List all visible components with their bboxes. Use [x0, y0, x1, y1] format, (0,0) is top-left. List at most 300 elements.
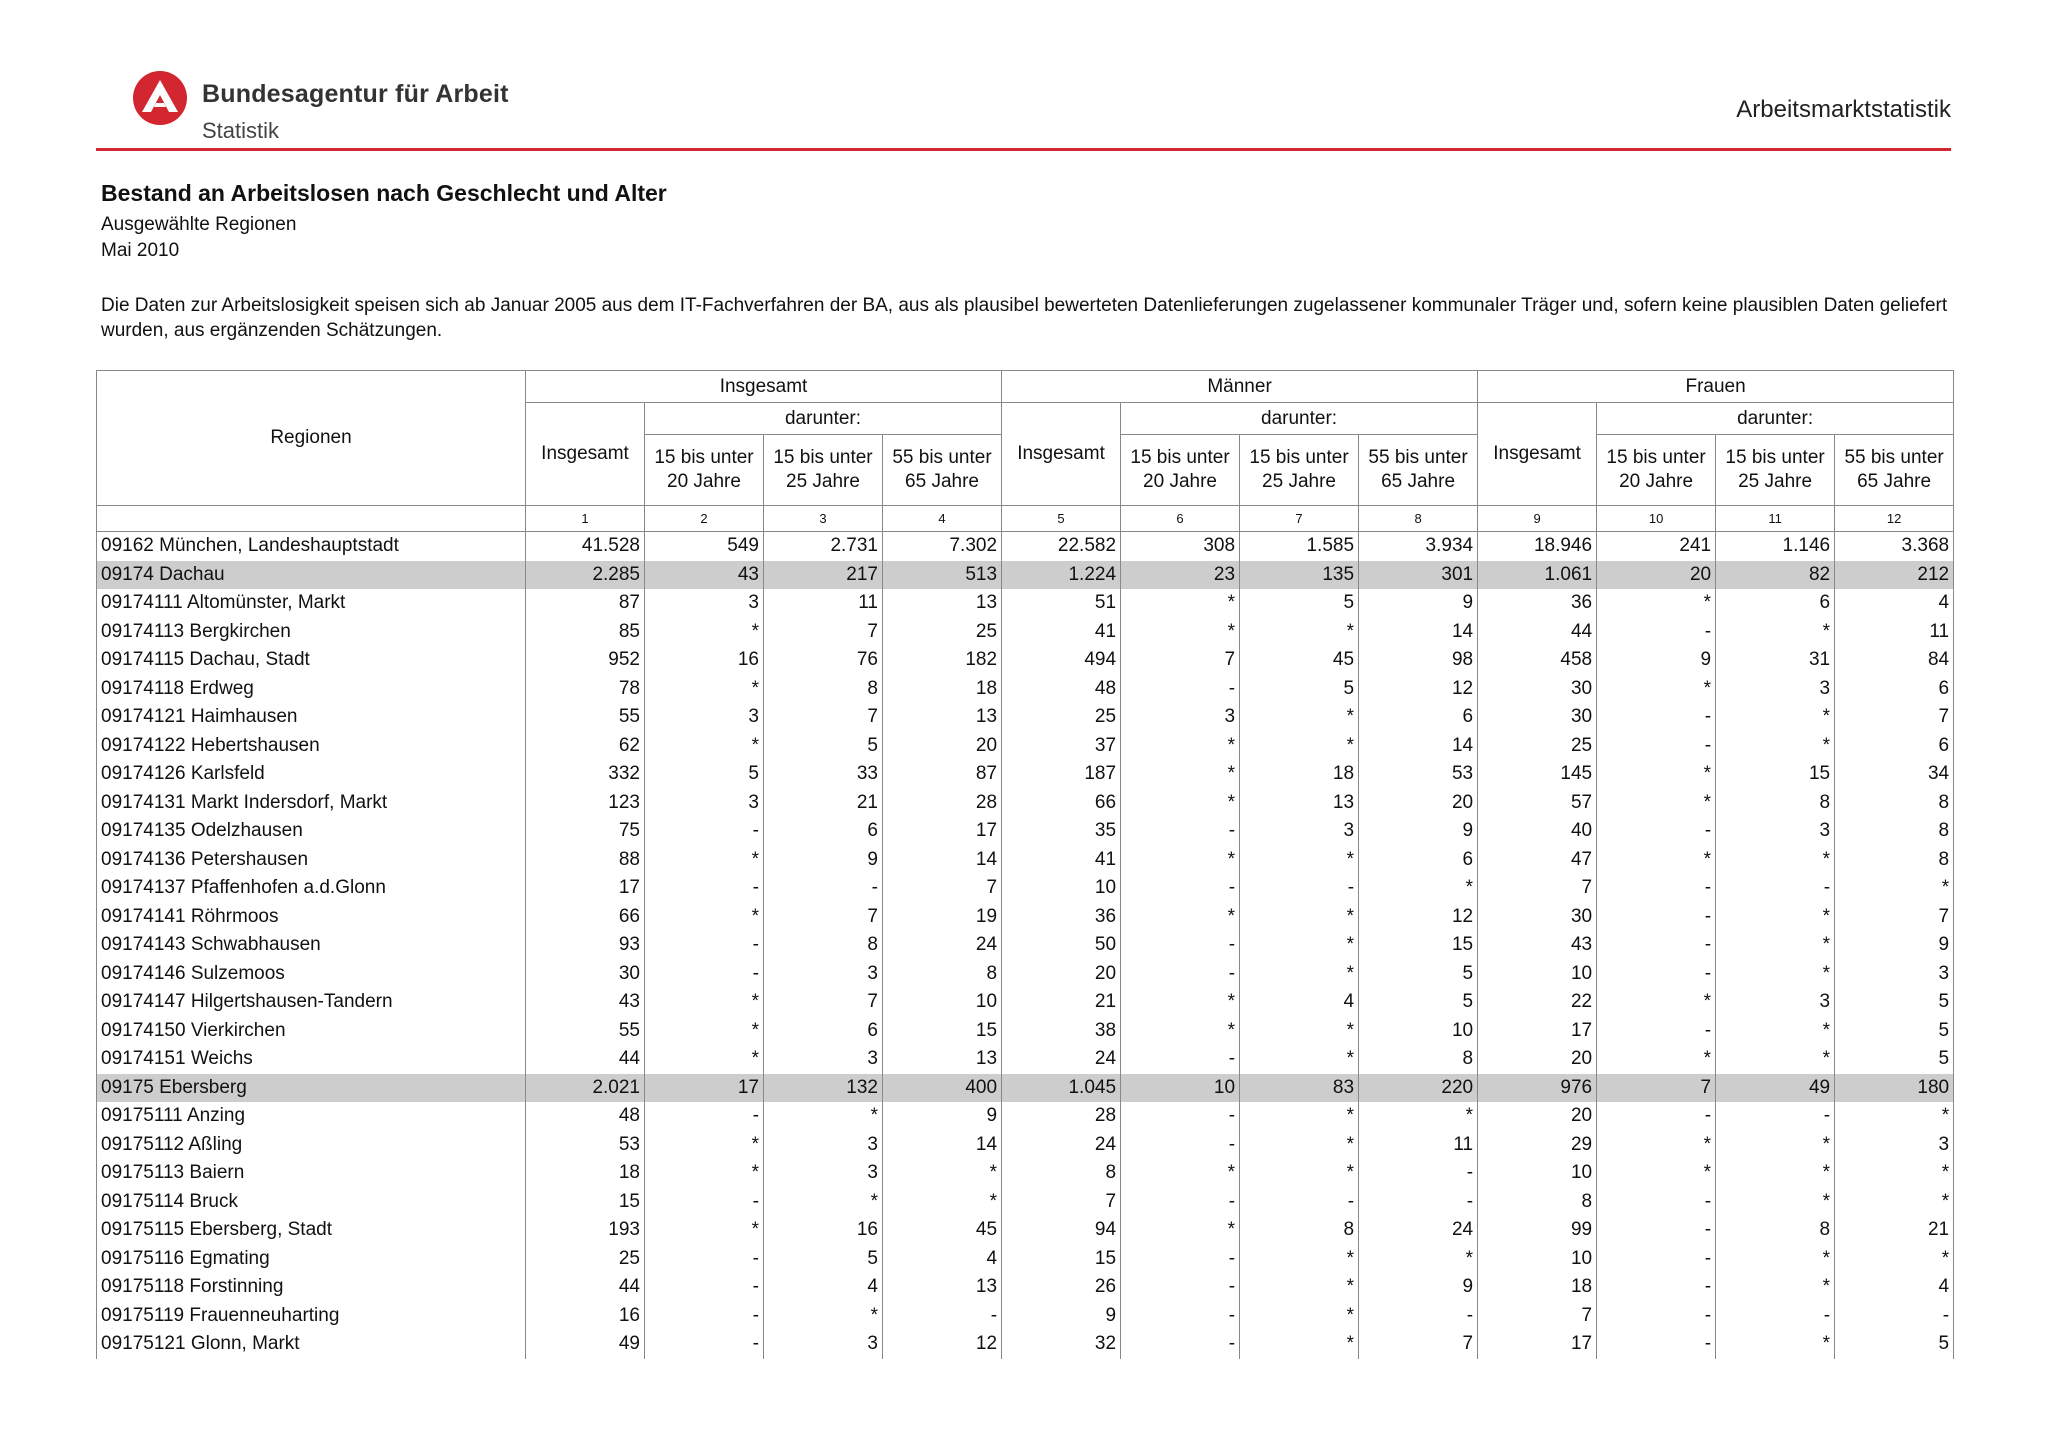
table-cell: * [1240, 903, 1359, 932]
table-cell: 3 [645, 703, 764, 732]
header-age-col [1121, 435, 1240, 506]
table-cell: - [1716, 1302, 1835, 1331]
header-age-line2: 25 Jahre [1262, 471, 1336, 492]
table-cell: 15 [1359, 931, 1478, 960]
table-cell: 35 [1002, 817, 1121, 846]
header-age-line1: 15 bis unter [654, 447, 754, 468]
table-cell: - [1121, 1245, 1240, 1274]
table-cell: 1.585 [1240, 532, 1359, 561]
table-cell: 12 [1359, 903, 1478, 932]
region-name: 09175119 Frauenneuharting [97, 1302, 526, 1331]
header-age-col [1835, 435, 1954, 506]
region-name: 09174147 Hilgertshausen-Tandern [97, 988, 526, 1017]
table-cell: * [645, 1159, 764, 1188]
region-name: 09162 München, Landeshauptstadt [97, 532, 526, 561]
table-cell: * [1121, 1017, 1240, 1046]
column-number: 5 [1002, 506, 1121, 532]
table-row [97, 931, 1954, 960]
table-cell: 8 [1716, 789, 1835, 818]
table-cell: 10 [1478, 1245, 1597, 1274]
table-cell: 93 [526, 931, 645, 960]
table-cell: * [1597, 988, 1716, 1017]
table-cell: * [645, 1045, 764, 1074]
header-age-col [1240, 435, 1359, 506]
table-cell: * [1240, 732, 1359, 761]
table-cell: 217 [764, 561, 883, 590]
table-cell: 24 [1002, 1045, 1121, 1074]
table-cell: 3 [1121, 703, 1240, 732]
table-cell: 8 [764, 675, 883, 704]
table-cell: 17 [645, 1074, 764, 1103]
table-row [97, 675, 1954, 704]
table-cell: - [1597, 1188, 1716, 1217]
header-regions: Regionen [97, 371, 526, 506]
header-age-line2: 25 Jahre [786, 471, 860, 492]
table-cell: 25 [526, 1245, 645, 1274]
header-age-line1: 15 bis unter [1130, 447, 1230, 468]
table-cell: 28 [883, 789, 1002, 818]
table-cell: * [1597, 789, 1716, 818]
table-cell: 14 [1359, 618, 1478, 647]
region-name: 09175 Ebersberg [97, 1074, 526, 1103]
region-name: 09175115 Ebersberg, Stadt [97, 1216, 526, 1245]
table-cell: - [1597, 874, 1716, 903]
table-cell: 4 [1240, 988, 1359, 1017]
table-cell: 7 [764, 903, 883, 932]
table-cell: 25 [1478, 732, 1597, 761]
table-cell: 135 [1240, 561, 1359, 590]
table-cell: 9 [1359, 589, 1478, 618]
table-cell: 13 [883, 703, 1002, 732]
table-cell: * [1240, 1102, 1359, 1131]
table-cell: 36 [1478, 589, 1597, 618]
table-cell: 43 [1478, 931, 1597, 960]
table-cell: - [1597, 817, 1716, 846]
table-row [97, 789, 1954, 818]
header-age-line2: 20 Jahre [667, 471, 741, 492]
table-cell: 3 [1716, 817, 1835, 846]
table-cell: - [1359, 1302, 1478, 1331]
region-name: 09174141 Röhrmoos [97, 903, 526, 932]
header-age-line1: 15 bis unter [773, 447, 873, 468]
table-cell: 47 [1478, 846, 1597, 875]
table-cell: - [1121, 817, 1240, 846]
region-name: 09175113 Baiern [97, 1159, 526, 1188]
table-cell: 3 [645, 789, 764, 818]
table-cell: - [1121, 1102, 1240, 1131]
table-cell: 51 [1002, 589, 1121, 618]
region-name: 09175114 Bruck [97, 1188, 526, 1217]
table-cell: 7 [1835, 703, 1954, 732]
table-cell: * [1716, 1330, 1835, 1359]
table-row [97, 846, 1954, 875]
table-cell: 5 [1359, 988, 1478, 1017]
table-cell: - [1121, 931, 1240, 960]
table-cell: * [1597, 1045, 1716, 1074]
table-cell: * [1359, 1102, 1478, 1131]
header-age-col [1597, 435, 1716, 506]
table-cell: * [1716, 1045, 1835, 1074]
table-cell: 1.061 [1478, 561, 1597, 590]
column-number: 11 [1716, 506, 1835, 532]
table-cell: 8 [1835, 846, 1954, 875]
table-cell: - [1121, 874, 1240, 903]
table-cell: 3 [764, 1131, 883, 1160]
column-number: 9 [1478, 506, 1597, 532]
column-number: 4 [883, 506, 1002, 532]
table-cell: 1.045 [1002, 1074, 1121, 1103]
table-cell: 13 [883, 1273, 1002, 1302]
table-cell: - [1835, 1302, 1954, 1331]
table-cell: 55 [526, 703, 645, 732]
table-cell: * [645, 1131, 764, 1160]
table-cell: 7.302 [883, 532, 1002, 561]
table-cell: 3 [1835, 1131, 1954, 1160]
table-cell: 29 [1478, 1131, 1597, 1160]
table-cell: 22.582 [1002, 532, 1121, 561]
table-cell: 20 [1597, 561, 1716, 590]
table-cell: 21 [1835, 1216, 1954, 1245]
table-cell: 5 [764, 732, 883, 761]
table-cell: - [1121, 1131, 1240, 1160]
table-cell: * [645, 903, 764, 932]
table-row [97, 732, 1954, 761]
table-cell: * [1716, 903, 1835, 932]
column-number: 7 [1240, 506, 1359, 532]
table-cell: 10 [1002, 874, 1121, 903]
table-cell: 13 [883, 589, 1002, 618]
table-cell: 18.946 [1478, 532, 1597, 561]
report-date: Mai 2010 [101, 240, 180, 261]
table-cell: 132 [764, 1074, 883, 1103]
table-cell: * [1240, 1302, 1359, 1331]
header-age-line1: 55 bis unter [1844, 447, 1944, 468]
column-number: 10 [1597, 506, 1716, 532]
table-cell: 32 [1002, 1330, 1121, 1359]
table-cell: 182 [883, 646, 1002, 675]
table-cell: * [1359, 1245, 1478, 1274]
table-cell: * [1240, 618, 1359, 647]
table-cell: 17 [1478, 1017, 1597, 1046]
table-cell: 17 [526, 874, 645, 903]
table-cell: 30 [1478, 703, 1597, 732]
table-cell: * [1835, 874, 1954, 903]
table-cell: 3 [764, 1159, 883, 1188]
table-cell: * [1835, 1159, 1954, 1188]
table-cell: * [1121, 988, 1240, 1017]
table-cell: 7 [1121, 646, 1240, 675]
table-cell: 5 [1240, 589, 1359, 618]
region-name: 09175118 Forstinning [97, 1273, 526, 1302]
table-cell: 3 [645, 589, 764, 618]
table-cell: * [1240, 1159, 1359, 1188]
table-cell: - [1597, 1330, 1716, 1359]
table-cell: * [1240, 960, 1359, 989]
table-cell: 85 [526, 618, 645, 647]
header-group-women: Frauen [1478, 371, 1954, 403]
table-cell: 37 [1002, 732, 1121, 761]
table-cell: * [1716, 1017, 1835, 1046]
table-cell: - [1240, 874, 1359, 903]
table-cell: 87 [883, 760, 1002, 789]
table-cell: 38 [1002, 1017, 1121, 1046]
table-cell: 22 [1478, 988, 1597, 1017]
table-cell: - [1597, 1102, 1716, 1131]
table-row [97, 646, 1954, 675]
header-age-line2: 65 Jahre [1857, 471, 1932, 492]
table-cell: * [1716, 732, 1835, 761]
table-cell: 41 [1002, 618, 1121, 647]
table-cell: 20 [1478, 1045, 1597, 1074]
table-cell: 4 [883, 1245, 1002, 1274]
table-cell: - [1597, 1216, 1716, 1245]
table-cell: 332 [526, 760, 645, 789]
table-cell: 5 [1835, 988, 1954, 1017]
table-row [97, 1045, 1954, 1074]
table-cell: 7 [1597, 1074, 1716, 1103]
table-row [97, 1302, 1954, 1331]
table-cell: 20 [883, 732, 1002, 761]
table-cell: * [1597, 1131, 1716, 1160]
table-cell: * [1716, 618, 1835, 647]
table-cell: 48 [1002, 675, 1121, 704]
table-cell: 82 [1716, 561, 1835, 590]
region-name: 09174137 Pfaffenhofen a.d.Glonn [97, 874, 526, 903]
table-cell: * [764, 1302, 883, 1331]
table-row-group [97, 561, 1954, 590]
table-cell: * [883, 1188, 1002, 1217]
table-cell: 2.021 [526, 1074, 645, 1103]
table-cell: 1.146 [1716, 532, 1835, 561]
table-cell: 400 [883, 1074, 1002, 1103]
table-cell: 6 [1835, 732, 1954, 761]
table-cell: * [1240, 931, 1359, 960]
header-age-col [883, 435, 1002, 506]
table-cell: * [1240, 1245, 1359, 1274]
region-name: 09174122 Hebertshausen [97, 732, 526, 761]
table-cell: * [1121, 589, 1240, 618]
table-cell: * [1597, 846, 1716, 875]
table-cell: 78 [526, 675, 645, 704]
table-cell: * [1716, 703, 1835, 732]
table-cell: - [1121, 1045, 1240, 1074]
table-row-group [97, 1074, 1954, 1103]
region-name: 09175111 Anzing [97, 1102, 526, 1131]
table-cell: * [1716, 1131, 1835, 1160]
table-cell: 301 [1359, 561, 1478, 590]
table-cell: 9 [1002, 1302, 1121, 1331]
table-cell: 8 [1478, 1188, 1597, 1217]
table-cell: - [1121, 1330, 1240, 1359]
table-row [97, 1245, 1954, 1274]
table-cell: 8 [883, 960, 1002, 989]
table-row [97, 1330, 1954, 1359]
table-cell: - [645, 1273, 764, 1302]
table-row [97, 760, 1954, 789]
table-row [97, 903, 1954, 932]
table-cell: 145 [1478, 760, 1597, 789]
table-cell: 23 [1121, 561, 1240, 590]
table-cell: 193 [526, 1216, 645, 1245]
header-age-line1: 55 bis unter [1368, 447, 1468, 468]
table-cell: 123 [526, 789, 645, 818]
table-row [97, 1102, 1954, 1131]
column-number: 2 [645, 506, 764, 532]
table-cell: * [1240, 1273, 1359, 1302]
table-cell: 11 [1359, 1131, 1478, 1160]
table-row [97, 703, 1954, 732]
table-cell: * [645, 846, 764, 875]
region-name: 09174111 Altomünster, Markt [97, 589, 526, 618]
table-cell: 30 [526, 960, 645, 989]
table-cell: - [1716, 874, 1835, 903]
table-cell: 53 [1359, 760, 1478, 789]
table-cell: 6 [1359, 846, 1478, 875]
header-darunter: darunter: [1597, 403, 1954, 435]
table-cell: - [1597, 1245, 1716, 1274]
table-cell: 9 [883, 1102, 1002, 1131]
table-cell: 55 [526, 1017, 645, 1046]
table-cell: 41.528 [526, 532, 645, 561]
table-cell: 7 [1478, 1302, 1597, 1331]
table-row [97, 1188, 1954, 1217]
table-cell: 5 [1240, 675, 1359, 704]
table-cell: 6 [764, 1017, 883, 1046]
table-cell: * [1121, 732, 1240, 761]
table-cell: * [645, 675, 764, 704]
header-age-col [1716, 435, 1835, 506]
table-cell: 17 [883, 817, 1002, 846]
table-cell: 24 [883, 931, 1002, 960]
table-cell: 952 [526, 646, 645, 675]
table-cell: 16 [526, 1302, 645, 1331]
table-cell: * [1240, 1017, 1359, 1046]
table-cell: 12 [1359, 675, 1478, 704]
table-cell: 8 [764, 931, 883, 960]
table-cell: 45 [1240, 646, 1359, 675]
header-number-blank [97, 506, 526, 532]
table-cell: 5 [645, 760, 764, 789]
table-cell: 34 [1835, 760, 1954, 789]
table-cell: 14 [1359, 732, 1478, 761]
table-cell: 20 [1002, 960, 1121, 989]
table-cell: 7 [1002, 1188, 1121, 1217]
table-cell: 15 [883, 1017, 1002, 1046]
table-cell: 5 [1359, 960, 1478, 989]
table-cell: 31 [1716, 646, 1835, 675]
table-cell: 8 [1240, 1216, 1359, 1245]
table-cell: - [1597, 1017, 1716, 1046]
header-divider [96, 148, 1951, 151]
table-row [97, 532, 1954, 561]
table-cell: - [1597, 903, 1716, 932]
table-cell: * [1716, 846, 1835, 875]
table-cell: * [1359, 874, 1478, 903]
region-name: 09174146 Sulzemoos [97, 960, 526, 989]
table-cell: 18 [883, 675, 1002, 704]
header-age-col [1359, 435, 1478, 506]
table-cell: 53 [526, 1131, 645, 1160]
header-darunter: darunter: [645, 403, 1002, 435]
table-cell: 45 [883, 1216, 1002, 1245]
table-cell: 17 [1478, 1330, 1597, 1359]
table-cell: - [1359, 1159, 1478, 1188]
header-group-total: Insgesamt [526, 371, 1002, 403]
region-name: 09175121 Glonn, Markt [97, 1330, 526, 1359]
table-cell: 87 [526, 589, 645, 618]
table-cell: 5 [1835, 1045, 1954, 1074]
table-cell: - [1121, 1188, 1240, 1217]
table-cell: 4 [1835, 589, 1954, 618]
table-row [97, 817, 1954, 846]
table-row [97, 1131, 1954, 1160]
table-cell: * [1716, 1273, 1835, 1302]
table-cell: 241 [1597, 532, 1716, 561]
unemployment-table [96, 370, 1954, 1359]
table-cell: - [1121, 960, 1240, 989]
table-cell: 8 [1716, 1216, 1835, 1245]
header-age-line1: 55 bis unter [892, 447, 992, 468]
table-cell: 76 [764, 646, 883, 675]
header-age-line2: 65 Jahre [905, 471, 979, 492]
table-row [97, 589, 1954, 618]
region-name: 09174150 Vierkirchen [97, 1017, 526, 1046]
table-cell: 84 [1835, 646, 1954, 675]
table-cell: * [1835, 1245, 1954, 1274]
table-cell: 88 [526, 846, 645, 875]
table-cell: 458 [1478, 646, 1597, 675]
table-cell: 48 [526, 1102, 645, 1131]
table-cell: 549 [645, 532, 764, 561]
table-cell: 13 [1240, 789, 1359, 818]
table-cell: 11 [1835, 618, 1954, 647]
table-cell: 10 [1478, 960, 1597, 989]
table-cell: 15 [526, 1188, 645, 1217]
table-cell: 18 [1240, 760, 1359, 789]
table-cell: - [1716, 1102, 1835, 1131]
region-name: 09174135 Odelzhausen [97, 817, 526, 846]
table-cell: 7 [1835, 903, 1954, 932]
table-cell: 57 [1478, 789, 1597, 818]
region-name: 09174143 Schwabhausen [97, 931, 526, 960]
table-cell: - [764, 874, 883, 903]
table-cell: 21 [764, 789, 883, 818]
page-title: Bestand an Arbeitslosen nach Geschlecht und Alter [101, 180, 667, 206]
table-cell: 30 [1478, 675, 1597, 704]
table-cell: 220 [1359, 1074, 1478, 1103]
header-age-line2: 20 Jahre [1619, 471, 1694, 492]
region-name: 09174 Dachau [97, 561, 526, 590]
table-cell: * [1597, 760, 1716, 789]
table-cell: 33 [764, 760, 883, 789]
table-cell: * [1835, 1188, 1954, 1217]
table-cell: - [645, 874, 764, 903]
table-cell: 9 [1359, 1273, 1478, 1302]
header-age-col [645, 435, 764, 506]
table-cell: 13 [883, 1045, 1002, 1074]
table-cell: 44 [1478, 618, 1597, 647]
table-cell: 513 [883, 561, 1002, 590]
table-cell: * [1597, 589, 1716, 618]
table-header [97, 371, 1954, 532]
table-cell: * [1716, 1245, 1835, 1274]
table-cell: * [1121, 618, 1240, 647]
table-cell: 9 [1597, 646, 1716, 675]
table-cell: 6 [764, 817, 883, 846]
table-cell: - [1597, 960, 1716, 989]
table-cell: * [1240, 1045, 1359, 1074]
table-cell: - [645, 1102, 764, 1131]
